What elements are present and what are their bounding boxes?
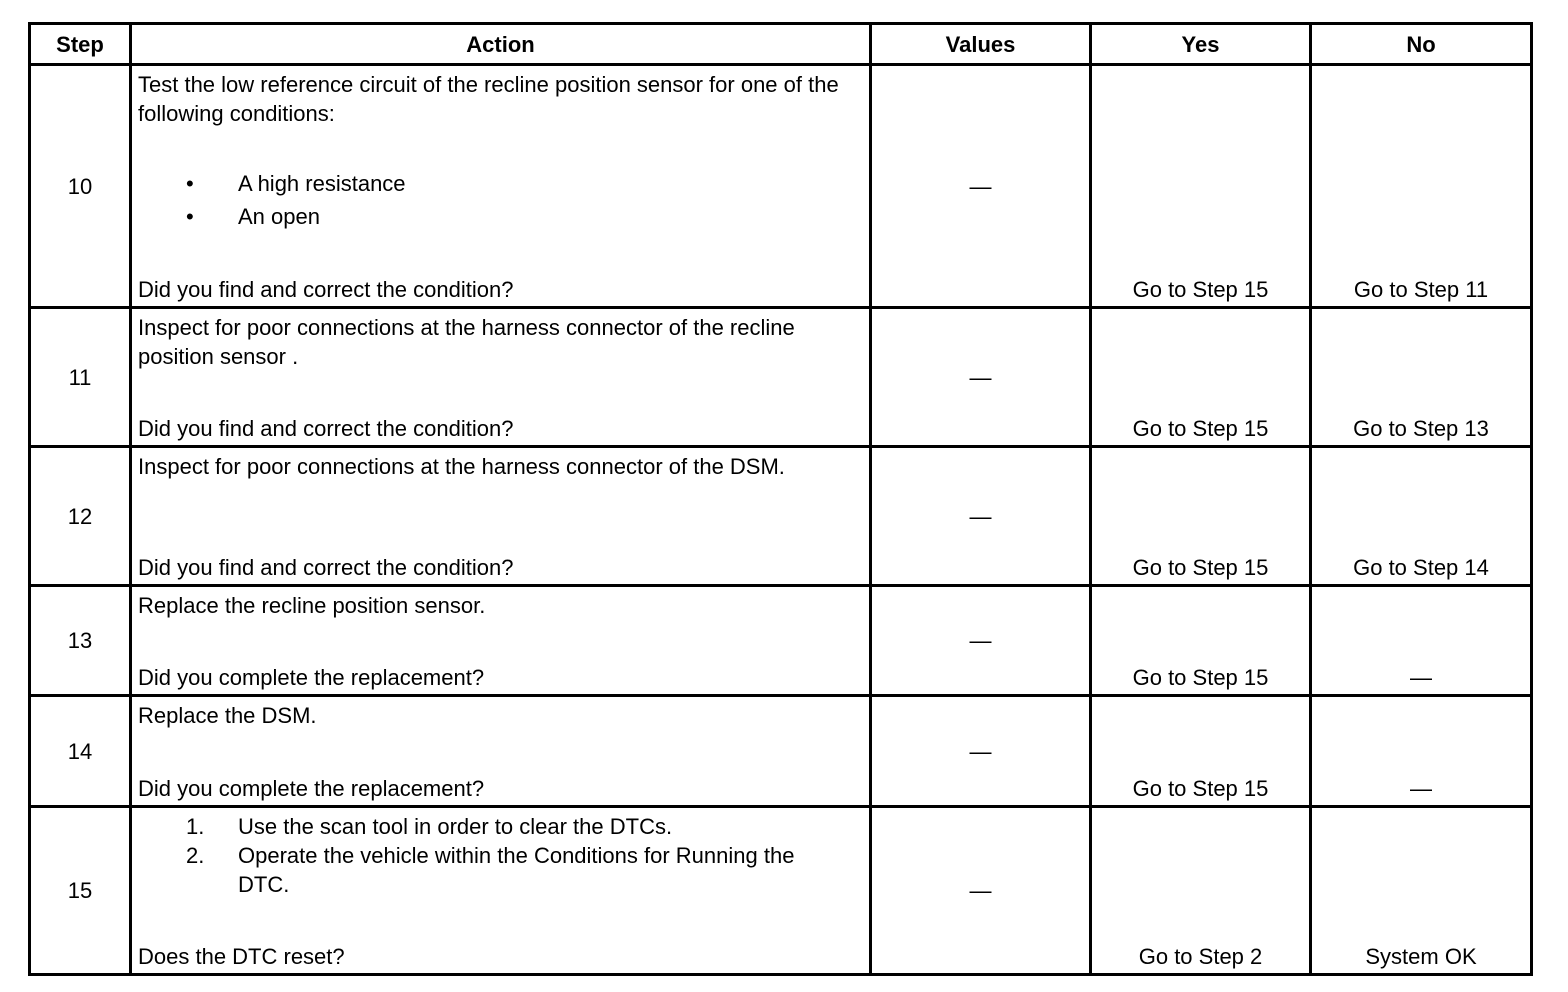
action-instruction: Inspect for poor connections at the harness connector of the recline position sensor . [138, 315, 795, 369]
procedure-list [138, 812, 863, 899]
values-cell [871, 696, 1091, 807]
step-number: 10 [30, 65, 131, 308]
dash-icon: — [969, 878, 992, 903]
values-cell [871, 308, 1091, 447]
action-instruction: Replace the recline position sensor. [138, 593, 486, 618]
values-cell [871, 65, 1091, 308]
no-cell [1311, 65, 1532, 308]
diagnostic-table [28, 22, 1533, 976]
header-values: Values [871, 24, 1091, 65]
action-instruction: Replace the DSM. [138, 703, 317, 728]
action-question: Does the DTC reset? [138, 944, 345, 969]
dash-icon: — [969, 503, 992, 529]
dash-icon: — [969, 628, 992, 653]
action-cell [131, 308, 871, 447]
action-question: Did you complete the replacement? [138, 665, 485, 690]
table-row-step-15 [30, 807, 1532, 975]
no-result: — [1410, 776, 1432, 801]
action-question: Did you find and correct the condition? [138, 555, 514, 580]
values-cell [871, 447, 1091, 586]
bullet-icon: • [186, 204, 194, 229]
action-cell [131, 807, 871, 975]
dash-icon: — [969, 173, 992, 199]
step-number: 14 [30, 696, 131, 807]
step-number: 11 [30, 308, 131, 447]
no-result: Go to Step 11 [1353, 277, 1489, 302]
condition-list [138, 169, 863, 231]
dash-icon: — [969, 364, 992, 390]
action-instruction: Test the low reference circuit of the recline position sensor for one of the following conditions: [138, 72, 839, 126]
list-item: • A high resistance [138, 169, 863, 198]
step-number: 12 [30, 447, 131, 586]
yes-cell [1091, 807, 1311, 975]
bullet-icon: • [186, 171, 194, 196]
yes-result: Go to Step 15 [1132, 665, 1269, 690]
yes-result: Go to Step 2 [1138, 944, 1263, 969]
list-number: 1. [186, 814, 205, 839]
yes-cell [1091, 586, 1311, 696]
table-row-step-10 [30, 65, 1532, 308]
yes-result: Go to Step 15 [1132, 277, 1269, 302]
no-result: — [1410, 665, 1432, 690]
yes-cell [1091, 65, 1311, 308]
action-cell [131, 696, 871, 807]
action-question: Did you find and correct the condition? [138, 416, 514, 441]
action-instruction: Inspect for poor connections at the harness connector of the DSM. [138, 454, 785, 479]
header-no: No [1311, 24, 1532, 65]
table-row-step-14 [30, 696, 1532, 807]
table-row-step-13 [30, 586, 1532, 696]
table-row-step-12 [30, 447, 1532, 586]
no-cell [1311, 447, 1532, 586]
action-cell [131, 65, 871, 308]
action-cell [131, 447, 871, 586]
list-item: 1. Use the scan tool in order to clear the DTCs. [138, 812, 863, 841]
table-row-step-11 [30, 308, 1532, 447]
yes-result: Go to Step 15 [1132, 555, 1269, 580]
header-action: Action [131, 24, 871, 65]
action-question: Did you find and correct the condition? [138, 277, 514, 302]
no-result: Go to Step 14 [1353, 555, 1489, 580]
yes-cell [1091, 308, 1311, 447]
values-cell [871, 807, 1091, 975]
step-number: 15 [30, 807, 131, 975]
no-result: Go to Step 13 [1353, 416, 1489, 441]
dash-icon: — [969, 738, 992, 764]
yes-result: Go to Step 15 [1132, 776, 1269, 801]
no-cell [1311, 696, 1532, 807]
action-question: Did you complete the replacement? [138, 776, 485, 801]
yes-result: Go to Step 15 [1132, 416, 1269, 441]
header-yes: Yes [1091, 24, 1311, 65]
values-cell [871, 586, 1091, 696]
no-result: System OK [1365, 944, 1477, 969]
step-number: 13 [30, 586, 131, 696]
no-cell [1311, 586, 1532, 696]
list-number: 2. [186, 843, 205, 868]
header-step: Step [30, 24, 131, 65]
list-item: 2. Operate the vehicle within the Conditions for Running the DTC. [138, 841, 863, 899]
yes-cell [1091, 696, 1311, 807]
no-cell [1311, 807, 1532, 975]
no-cell [1311, 308, 1532, 447]
header-row [30, 24, 1532, 65]
list-item: • An open [138, 202, 863, 231]
action-cell [131, 586, 871, 696]
yes-cell [1091, 447, 1311, 586]
